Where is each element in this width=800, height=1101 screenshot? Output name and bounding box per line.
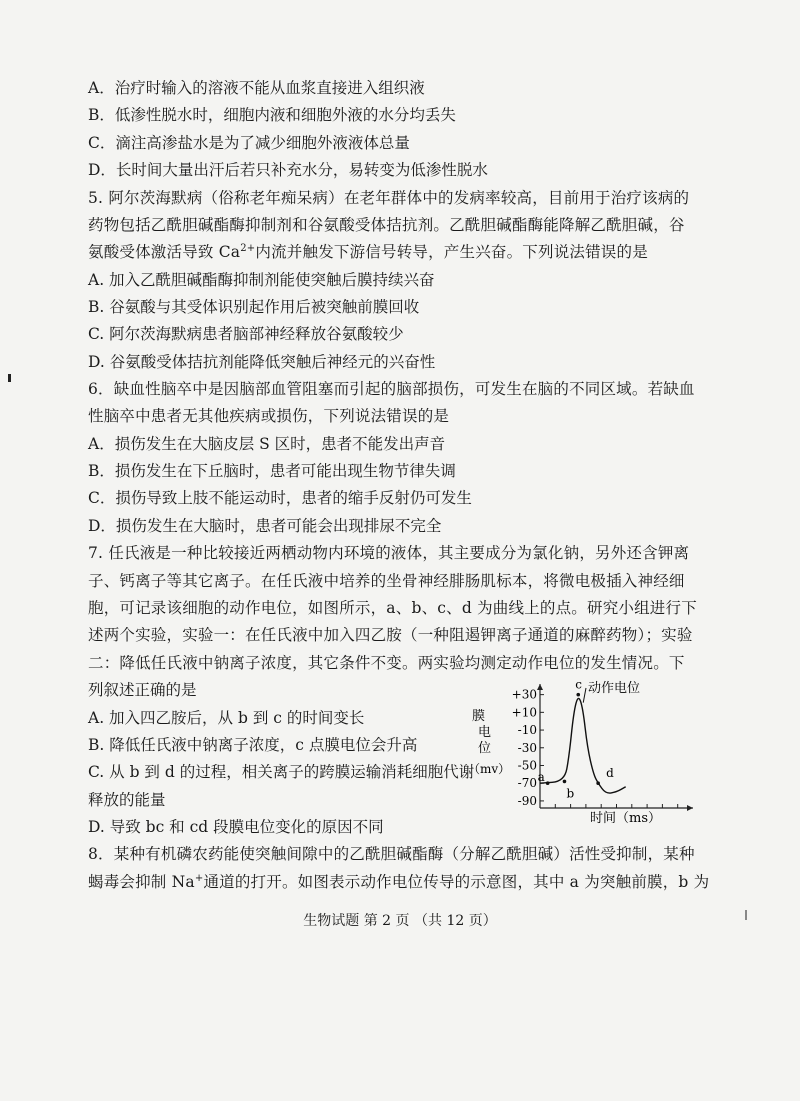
q8-stem-line1: 8．某种有机磷农药能使突触间隙中的乙酰胆碱酯酶（分解乙酰胆碱）活性受抑制，某种 xyxy=(88,845,695,863)
y-axis-label-2: 电 xyxy=(478,725,492,740)
q5-stem-line3 xyxy=(88,242,678,262)
action-potential-chart xyxy=(468,676,700,834)
q5-stem-line1: 5. 阿尔茨海默病（俗称老年痴呆病）在老年群体中的发病率较高，目前用于治疗该病的 xyxy=(88,189,690,207)
q4-option-a: A．治疗时输入的溶液不能从血浆直接进入组织液 xyxy=(88,79,425,97)
y-axis-arrow xyxy=(537,684,543,690)
y-tick-label: -70 xyxy=(517,776,537,791)
q4-option-b: B．低渗性脱水时，细胞内液和细胞外液的水分均丢失 xyxy=(88,106,456,124)
y-tick-label: +30 xyxy=(511,687,537,702)
page-footer: 生物试题 第 2 页 （共 12 页） xyxy=(303,913,497,929)
q4-option-c: C．滴注高渗盐水是为了减少细胞外液液体总量 xyxy=(88,134,410,152)
q8-stem-line2b: 通道的打开。如图表示动作电位传导的示意图，其中 a 为突触前膜，b 为 xyxy=(203,873,710,891)
q7-stem-line1: 7. 任氏液是一种比较接近两栖动物内环境的液体，其主要成分为氯化钠，另外还含钾离 xyxy=(88,544,690,562)
q5-option-d: D. 谷氨酸受体拮抗剂能降低突触后神经元的兴奋性 xyxy=(88,353,436,371)
q7-stem-line6: 列叙述正确的是 xyxy=(88,681,197,699)
q7-stem-line2: 子、钙离子等其它离子。在任氏液中培养的坐骨神经腓肠肌标本，将微电极插入神经细 xyxy=(88,572,685,590)
point-b xyxy=(563,780,567,784)
y-tick-label: -10 xyxy=(517,723,537,738)
y-tick-label: -50 xyxy=(517,758,537,773)
q7-stem-line5: 二：降低任氏液中钠离子浓度，其它条件不变。两实验均测定动作电位的发生情况。下 xyxy=(88,654,685,672)
q7-option-c-line2: 释放的能量 xyxy=(88,791,166,809)
q8-stem-line2-superscript: + xyxy=(194,872,204,884)
q8-stem-line2a: 蝎毒会抑制 Na xyxy=(88,873,195,891)
scan-edge-mark-right xyxy=(745,910,747,920)
y-axis-label-1: 膜 xyxy=(472,709,486,724)
q7-option-b: B. 降低任氏液中钠离子浓度，c 点膜电位会升高 xyxy=(88,736,418,754)
title-leader-line xyxy=(583,688,586,703)
q5-option-a: A. 加入乙酰胆碱酯酶抑制剂能使突触后膜持续兴奋 xyxy=(88,271,435,289)
q7-option-d: D. 导致 bc 和 cd 段膜电位变化的原因不同 xyxy=(88,818,384,836)
chart-ticks xyxy=(512,688,678,808)
y-tick-label: +10 xyxy=(511,705,537,720)
q8-stem-line2 xyxy=(88,872,710,892)
q5-option-c: C. 阿尔茨海默病患者脑部神经释放谷氨酸较少 xyxy=(88,325,404,343)
q6-option-c: C．损伤导致上肢不能运动时，患者的缩手反射仍可发生 xyxy=(88,489,472,507)
y-tick-label: -90 xyxy=(517,793,537,808)
point-label-a: a xyxy=(537,770,545,785)
point-label-b: b xyxy=(566,786,575,801)
point-a xyxy=(546,781,550,785)
point-label-c: c xyxy=(575,677,582,692)
q5-stem-line3b: 内流并触发下游信号转导，产生兴奋。下列说法错误的是 xyxy=(255,243,648,261)
point-d xyxy=(596,781,600,785)
q5-stem-line3-superscript: 2+ xyxy=(240,242,256,254)
scan-edge-mark xyxy=(8,374,11,382)
q7-stem-line4: 述两个实验，实验一：在任氏液中加入四乙胺（一种阻遏钾离子通道的麻醉药物）；实验 xyxy=(88,626,693,644)
point-label-d: d xyxy=(606,766,614,781)
q4-option-d: D．长时间大量出汗后若只补充水分，易转变为低渗性脱水 xyxy=(88,161,488,179)
x-axis-label: 时间（ms） xyxy=(590,811,661,826)
q6-stem-line1: 6．缺血性脑卒中是因脑部血管阻塞而引起的脑部损伤，可发生在脑的不同区域。若缺血 xyxy=(88,380,695,398)
q6-option-d: D．损伤发生在大脑时，患者可能会出现排尿不完全 xyxy=(88,517,442,535)
q7-option-a: A. 加入四乙胺后，从 b 到 c 的时间变长 xyxy=(88,709,365,727)
chart-title: 动作电位 xyxy=(588,681,641,696)
x-axis-arrow xyxy=(687,805,693,811)
q5-stem-line2: 药物包括乙酰胆碱酯酶抑制剂和谷氨酸受体拮抗剂。乙酰胆碱酯酶能降解乙酰胆碱，谷 xyxy=(88,216,685,234)
q5-stem-line3a: 氨酸受体激活导致 Ca xyxy=(88,243,241,261)
q5-option-b: B. 谷氨酸与其受体识别起作用后被突触前膜回收 xyxy=(88,298,420,316)
q7-stem-line3: 胞，可记录该细胞的动作电位，如图所示，a、b、c、d 为曲线上的点。研究小组进行下 xyxy=(88,599,697,617)
q6-option-b: B．损伤发生在下丘脑时，患者可能出现生物节律失调 xyxy=(88,462,456,480)
q7-option-c-line1: C. 从 b 到 d 的过程，相关离子的跨膜运输消耗细胞代谢 xyxy=(88,763,475,781)
y-tick-label: -30 xyxy=(517,740,537,755)
q6-option-a: A．损伤发生在大脑皮层 S 区时，患者不能发出声音 xyxy=(88,435,446,453)
q6-stem-line2: 性脑卒中患者无其他疾病或损伤，下列说法错误的是 xyxy=(88,407,450,425)
point-c xyxy=(576,693,580,697)
y-axis-label-4: （mv） xyxy=(468,762,511,776)
y-axis-label-3: 位 xyxy=(478,741,492,756)
